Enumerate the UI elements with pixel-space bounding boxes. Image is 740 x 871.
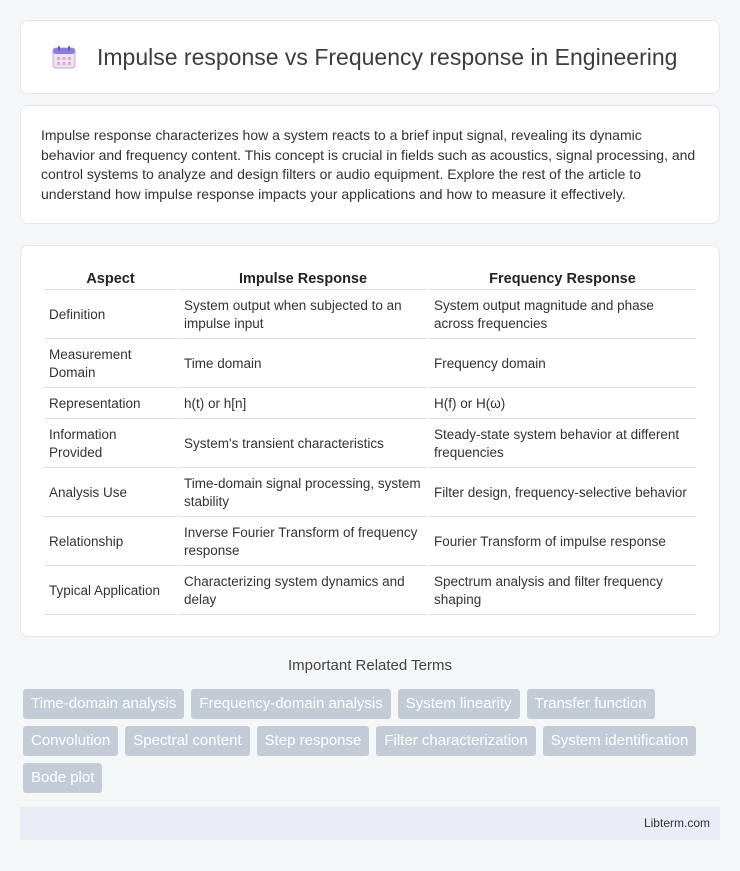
table-cell-frequency: System output magnitude and phase across frequencies xyxy=(429,292,696,339)
related-term-tag[interactable]: System linearity xyxy=(398,689,520,719)
column-header-aspect: Aspect xyxy=(44,268,177,290)
table-cell-impulse: Characterizing system dynamics and delay xyxy=(179,568,427,615)
related-terms-title: Important Related Terms xyxy=(288,657,452,674)
table-cell-impulse: h(t) or h[n] xyxy=(179,390,427,419)
related-term-tag[interactable]: Convolution xyxy=(23,726,118,756)
table-row xyxy=(44,390,696,419)
column-header-frequency-response: Frequency Response xyxy=(429,268,696,290)
related-term-tag[interactable]: System identification xyxy=(543,726,697,756)
related-term-tag[interactable]: Spectral content xyxy=(125,726,249,756)
related-terms-list xyxy=(23,689,713,793)
page-title: Impulse response vs Frequency response in Engineering xyxy=(97,43,678,70)
table-cell-impulse: System's transient characteristics xyxy=(179,421,427,468)
related-term-tag[interactable]: Time-domain analysis xyxy=(23,689,184,719)
table-cell-impulse: Time-domain signal processing, system stability xyxy=(179,470,427,517)
related-term-tag[interactable]: Frequency-domain analysis xyxy=(191,689,390,719)
table-cell-impulse: System output when subjected to an impulse input xyxy=(179,292,427,339)
table-row xyxy=(44,519,696,566)
table-cell-frequency: Frequency domain xyxy=(429,341,696,388)
intro-card xyxy=(20,105,720,224)
table-cell-frequency: Spectrum analysis and filter frequency shaping xyxy=(429,568,696,615)
table-cell-frequency: Steady-state system behavior at different frequencies xyxy=(429,421,696,468)
calendar-icon xyxy=(51,44,77,70)
table-cell-aspect: Definition xyxy=(44,292,177,339)
table-cell-impulse: Time domain xyxy=(179,341,427,388)
table-cell-frequency: Fourier Transform of impulse response xyxy=(429,519,696,566)
table-row xyxy=(44,341,696,388)
table-header-row xyxy=(44,268,696,290)
table-cell-frequency: H(f) or H(ω) xyxy=(429,390,696,419)
header-card xyxy=(20,20,720,94)
table-cell-impulse: Inverse Fourier Transform of frequency response xyxy=(179,519,427,566)
table-cell-aspect: Representation xyxy=(44,390,177,419)
table-cell-aspect: Information Provided xyxy=(44,421,177,468)
table-cell-aspect: Typical Application xyxy=(44,568,177,615)
column-header-impulse-response: Impulse Response xyxy=(179,268,427,290)
table-row xyxy=(44,568,696,615)
table-row xyxy=(44,421,696,468)
footer xyxy=(20,807,720,840)
table-cell-aspect: Analysis Use xyxy=(44,470,177,517)
related-term-tag[interactable]: Filter characterization xyxy=(376,726,535,756)
comparison-card xyxy=(20,245,720,637)
intro-paragraph: Impulse response characterizes how a system reacts to a brief input signal, revealing its dynamic behavior and frequency content. This concept is crucial in fields such as acoustics, signal processing, and control systems to analyze and design filters or audio equipment. Explore the rest of the article to understand how impulse response impacts your applications and how to measure it effectively. xyxy=(41,127,696,202)
table-cell-frequency: Filter design, frequency-selective behavior xyxy=(429,470,696,517)
related-term-tag[interactable]: Bode plot xyxy=(23,763,102,793)
comparison-table xyxy=(42,266,698,617)
related-term-tag[interactable]: Transfer function xyxy=(527,689,655,719)
table-cell-aspect: Measurement Domain xyxy=(44,341,177,388)
table-row xyxy=(44,470,696,517)
footer-site-link[interactable]: Libterm.com xyxy=(643,816,710,830)
related-term-tag[interactable]: Step response xyxy=(257,726,370,756)
table-row xyxy=(44,292,696,339)
table-cell-aspect: Relationship xyxy=(44,519,177,566)
